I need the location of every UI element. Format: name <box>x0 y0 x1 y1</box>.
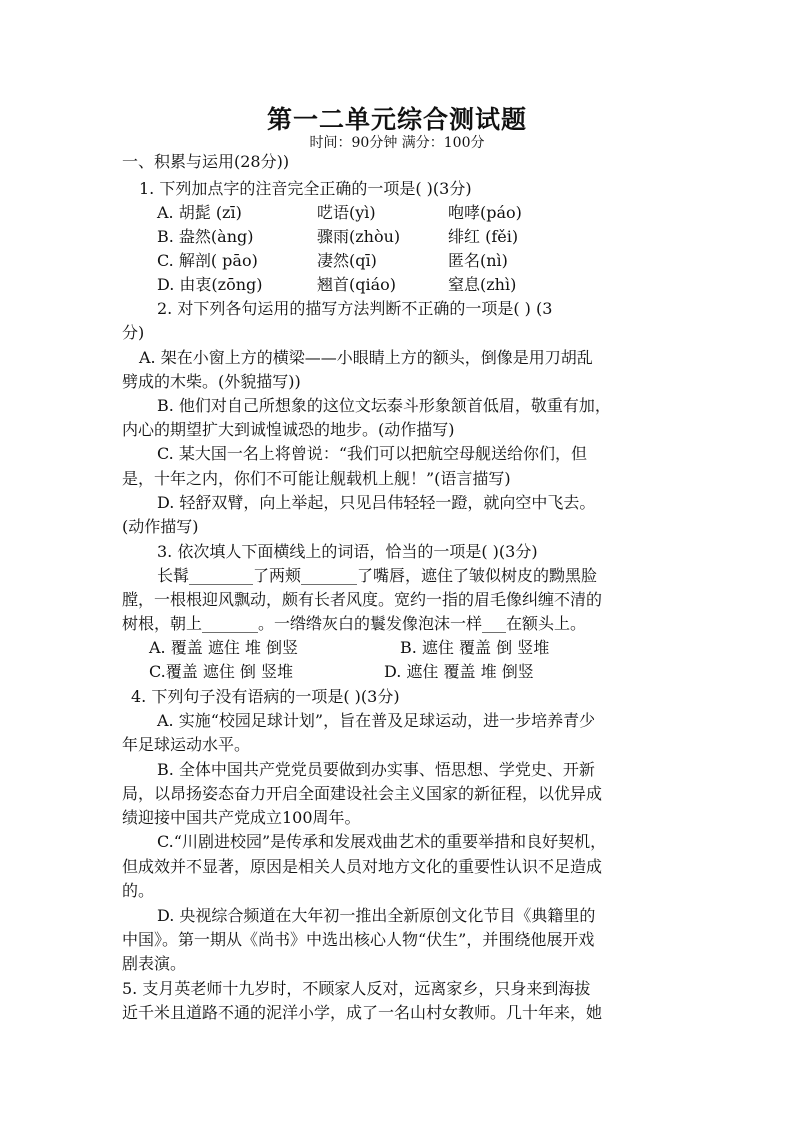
q4-option-d-cont-2: 剧表演。 <box>122 954 187 973</box>
question-5-line-1: 5. 支月英老师十九岁时，不顾家人反对，远离家乡，只身来到海拔 <box>122 979 591 998</box>
q1-option-b-2: 骤雨(zhòu) <box>317 227 401 246</box>
question-3-stem: 3. 依次填人下面横线上的词语，恰当的一项是( )(3分) <box>157 542 538 561</box>
q1-option-c-1: C. 解剖( pāo) <box>157 251 258 270</box>
question-4-stem: 4. 下列句子没有语病的一项是( )(3分) <box>131 687 400 706</box>
q1-option-a-1: A. 胡髭 (zī) <box>157 203 242 222</box>
q2-option-a: A. 架在小窗上方的横梁——小眼睛上方的额头，倒像是用刀胡乱 <box>139 348 593 367</box>
section-heading: 一、积累与运用(28分)) <box>122 152 290 171</box>
q2-option-c-cont: 是，十年之内，你们不可能让舰载机上舰！”(语言描写) <box>122 469 511 488</box>
q1-option-d-1: D. 由衷(zōng) <box>157 275 263 294</box>
q4-option-c-cont-1: 但成效并不显著，原因是相关人员对地方文化的重要性认识不足造成 <box>122 857 603 876</box>
q1-option-d-2: 翘首(qiáo) <box>317 275 397 294</box>
q4-option-a-cont: 年足球运动水平。 <box>122 735 251 754</box>
q4-option-b-cont-1: 局，以昂扬姿态奋力开启全面建设社会主义国家的新征程，以优异成 <box>122 784 603 803</box>
q3-passage-line-2: 膛，一根根迎风飘动，颇有长者风度。宽约一指的眉毛像纠缠不清的 <box>122 590 603 609</box>
q3-option-d: D. 遮住 覆盖 堆 倒竖 <box>384 662 534 681</box>
page-title: 第一二单元综合测试题 <box>266 105 527 134</box>
q1-option-b-1: B. 盎然(àng) <box>157 227 254 246</box>
q3-option-a: A. 覆盖 遮住 堆 倒竖 <box>149 638 298 657</box>
q1-option-a-3: 咆哮(páo) <box>448 203 522 222</box>
q4-option-c-cont-2: 的。 <box>122 881 155 900</box>
q1-option-c-3: 匿名(nì) <box>448 251 508 270</box>
q1-option-c-2: 凄然(qī) <box>317 251 377 270</box>
q2-option-a-cont: 劈成的木柴。(外貌描写)) <box>122 372 301 391</box>
q3-passage-line-1: 长髯________了两颊_______了嘴唇，遮住了皱似树皮的黝黑脸 <box>157 566 598 585</box>
q4-option-b: B. 全体中国共产党党员要做到办实事、悟思想、学党史、开新 <box>157 760 595 779</box>
q2-option-c: C. 某大国一名上将曾说：“我们可以把航空母舰送给你们，但 <box>157 444 588 463</box>
q1-option-b-3: 绯红 (fěi) <box>448 227 519 246</box>
question-2-stem: 2. 对下列各句运用的描写方法判断不正确的一项是( ) (3 <box>157 299 553 318</box>
q2-option-d-cont: (动作描写) <box>122 517 199 536</box>
q2-option-b-cont: 内心的期望扩大到诚惶诚恐的地步。(动作描写) <box>122 420 455 439</box>
question-5-line-2: 近千米且道路不通的泥洋小学，成了一名山村女教师。几十年来，她 <box>122 1003 603 1022</box>
q4-option-d-cont-1: 中国》。第一期从《尚书》中选出核心人物“伏生”，并围绕他展开戏 <box>122 930 595 949</box>
exam-time-score: 时间：90分钟 满分：100分 <box>309 135 485 151</box>
question-2-stem-cont: 分) <box>122 323 145 342</box>
q4-option-b-cont-2: 绩迎接中国共产党成立100周年。 <box>122 808 361 827</box>
q2-option-d: D. 轻舒双臂，向上举起，只见吕伟轻轻一蹬，就向空中飞去。 <box>157 493 596 512</box>
question-1-stem: 1. 下列加点字的注音完全正确的一项是( )(3分) <box>139 179 472 198</box>
q4-option-d: D. 央视综合频道在大年初一推出全新原创文化节目《典籍里的 <box>157 906 596 925</box>
q1-option-d-3: 窒息(zhì) <box>448 275 517 294</box>
q4-option-c: C.“川剧进校园”是传承和发展戏曲艺术的重要举措和良好契机， <box>157 832 607 851</box>
q1-option-a-2: 呓语(yì) <box>317 203 376 222</box>
q3-passage-line-3: 树根，朝上_______。一绺绺灰白的鬟发像泡沫一样___在额头上。 <box>122 614 587 633</box>
q3-option-c: C.覆盖 遮住 倒 竖堆 <box>149 662 294 681</box>
q2-option-b: B. 他们对自己所想象的这位文坛泰斗形象颔首低眉，敬重有加， <box>157 396 611 415</box>
q4-option-a: A. 实施“校园足球计划”，旨在普及足球运动，进一步培养青少 <box>157 711 596 730</box>
q3-option-b: B. 遮住 覆盖 倒 竖堆 <box>400 638 550 657</box>
